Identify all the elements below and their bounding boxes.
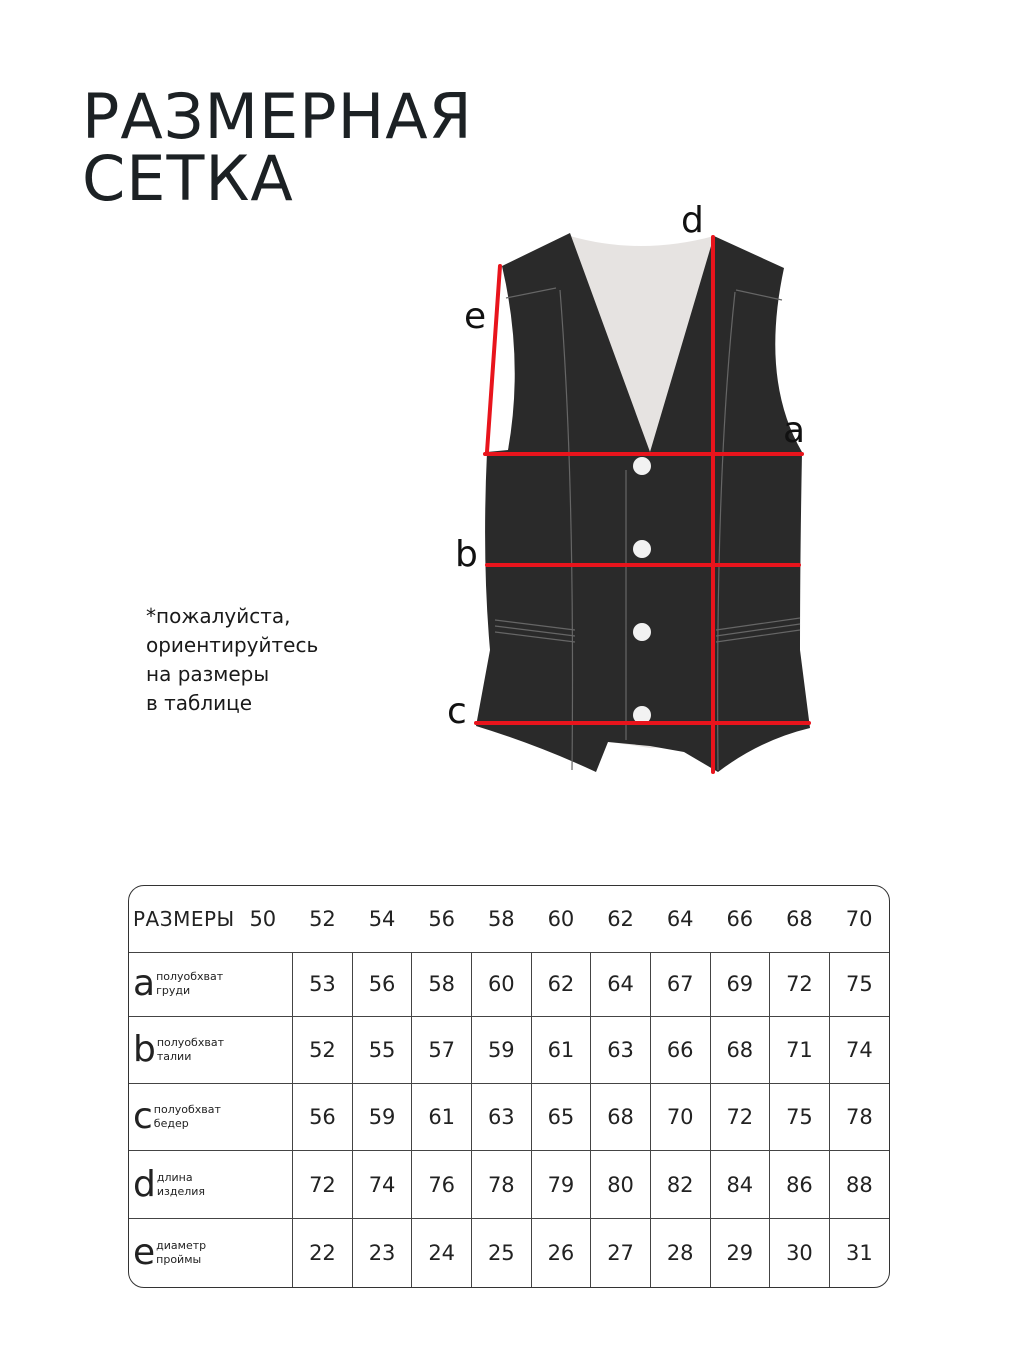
measure-value-cell: 71 (770, 1017, 830, 1084)
measure-value-cell: 72 (770, 952, 830, 1017)
measure-desc-line-1: диаметр (156, 1238, 207, 1252)
measure-value-cell: 79 (531, 1151, 591, 1219)
measure-value-cell: 25 (472, 1218, 532, 1287)
measure-letter: d (133, 1163, 156, 1205)
measure-value-cell: 22 (293, 1218, 353, 1287)
measure-value-cell: 23 (352, 1218, 412, 1287)
measure-value-cell: 76 (412, 1151, 472, 1219)
measure-row-a (129, 952, 889, 1017)
button-1 (633, 457, 651, 475)
measure-value-cell: 59 (352, 1083, 412, 1151)
measure-value-cell: 29 (710, 1218, 770, 1287)
measure-value-cell: 74 (352, 1151, 412, 1219)
measure-value-cell: 74 (829, 1017, 889, 1084)
measure-value-cell: 63 (472, 1083, 532, 1151)
measure-value-cell: 28 (650, 1218, 710, 1287)
size-header-cell: 64 (650, 886, 710, 952)
measure-desc-line-2: бедер (153, 1116, 189, 1130)
title-line-1: РАЗМЕРНАЯ (82, 80, 473, 153)
note-line-3: на размеры (146, 662, 270, 686)
measure-label (129, 952, 293, 1017)
measure-value-cell: 75 (829, 952, 889, 1017)
measure-value-cell: 75 (770, 1083, 830, 1151)
button-3 (633, 623, 651, 641)
measure-value-cell: 69 (710, 952, 770, 1017)
measure-value-cell: 84 (710, 1151, 770, 1219)
vest-diagram (430, 190, 850, 800)
measure-value-cell: 80 (591, 1151, 651, 1219)
measure-row-b (129, 1017, 889, 1084)
measure-value-cell: 65 (531, 1083, 591, 1151)
measure-value-cell: 61 (531, 1017, 591, 1084)
label-e: e (464, 296, 487, 337)
measure-value-cell: 56 (352, 952, 412, 1017)
note-line-1: *пожалуйста, (146, 604, 291, 628)
measure-value-cell: 64 (591, 952, 651, 1017)
measure-description (156, 970, 223, 998)
size-header-cell: 60 (531, 886, 591, 952)
measure-value-cell: 24 (412, 1218, 472, 1287)
measure-line-e (487, 266, 500, 452)
measure-value-cell: 58 (412, 952, 472, 1017)
measure-value-cell: 31 (829, 1218, 889, 1287)
measure-letter: b (133, 1028, 156, 1070)
size-header-cell: 54 (352, 886, 412, 952)
measure-label (129, 1017, 293, 1084)
measure-description (156, 1239, 206, 1267)
measure-desc-line-2: груди (156, 984, 191, 998)
measure-value-cell: 60 (472, 952, 532, 1017)
measure-value-cell: 72 (710, 1083, 770, 1151)
label-b: b (455, 534, 478, 575)
note-line-2: ориентируйтесь (146, 633, 319, 657)
measure-value-cell: 66 (650, 1017, 710, 1084)
measure-value-cell: 53 (293, 952, 353, 1017)
measure-desc-line-1: полуобхват (156, 970, 224, 984)
measure-value-cell: 68 (710, 1017, 770, 1084)
measure-value-cell: 72 (293, 1151, 353, 1219)
size-header-cell: 52 (293, 886, 353, 952)
size-table-body (129, 952, 889, 1287)
measure-desc-line-1: полуобхват (156, 1035, 224, 1049)
measure-value-cell: 30 (770, 1218, 830, 1287)
measure-label (129, 1218, 293, 1287)
measure-value-cell: 68 (591, 1083, 651, 1151)
measure-description (154, 1103, 221, 1131)
measure-letter: c (133, 1095, 153, 1137)
sizes-label: РАЗМЕРЫ (129, 886, 233, 952)
size-header-cell: 68 (770, 886, 830, 952)
measure-value-cell: 88 (829, 1151, 889, 1219)
measure-value-cell: 26 (531, 1218, 591, 1287)
measure-value-cell: 67 (650, 952, 710, 1017)
measure-value-cell: 62 (531, 952, 591, 1017)
measure-value-cell: 82 (650, 1151, 710, 1219)
measure-value-cell: 70 (650, 1083, 710, 1151)
measure-description (157, 1171, 205, 1199)
label-c: c (447, 691, 467, 732)
measure-value-cell: 78 (472, 1151, 532, 1219)
measure-letter: e (133, 1231, 156, 1273)
measure-row-e (129, 1218, 889, 1287)
measure-value-cell: 86 (770, 1151, 830, 1219)
measure-value-cell: 55 (352, 1017, 412, 1084)
size-header-row (129, 886, 889, 952)
measure-value-cell: 57 (412, 1017, 472, 1084)
size-header-cell: 58 (472, 886, 532, 952)
measure-value-cell: 63 (591, 1017, 651, 1084)
measure-value-cell: 56 (293, 1083, 353, 1151)
page-title (82, 80, 473, 215)
measure-desc-line-1: полуобхват (153, 1102, 221, 1116)
button-2 (633, 540, 651, 558)
size-note (146, 602, 318, 718)
label-a: a (783, 410, 806, 451)
title-line-2: СЕТКА (82, 142, 294, 215)
measure-desc-line-2: проймы (156, 1252, 202, 1266)
size-header-cell: 50 (233, 886, 293, 952)
measure-desc-line-2: талии (156, 1049, 192, 1063)
measure-description (157, 1036, 224, 1064)
measure-row-d (129, 1151, 889, 1219)
measure-letter: a (133, 963, 156, 1005)
measure-value-cell: 61 (412, 1083, 472, 1151)
size-table-grid (129, 886, 889, 1287)
note-line-4: в таблице (146, 691, 253, 715)
measure-label (129, 1151, 293, 1219)
size-table (128, 885, 890, 1288)
size-header-cell: 62 (591, 886, 651, 952)
measure-value-cell: 52 (293, 1017, 353, 1084)
size-header-cell: 56 (412, 886, 472, 952)
size-header-cell: 66 (710, 886, 770, 952)
label-d: d (681, 200, 704, 241)
measure-desc-line-1: длина (156, 1170, 193, 1184)
size-header-cell: 70 (829, 886, 889, 952)
measure-value-cell: 59 (472, 1017, 532, 1084)
measure-row-c (129, 1083, 889, 1151)
measure-label (129, 1083, 293, 1151)
measure-value-cell: 27 (591, 1218, 651, 1287)
measure-value-cell: 78 (829, 1083, 889, 1151)
measure-desc-line-2: изделия (156, 1184, 206, 1198)
